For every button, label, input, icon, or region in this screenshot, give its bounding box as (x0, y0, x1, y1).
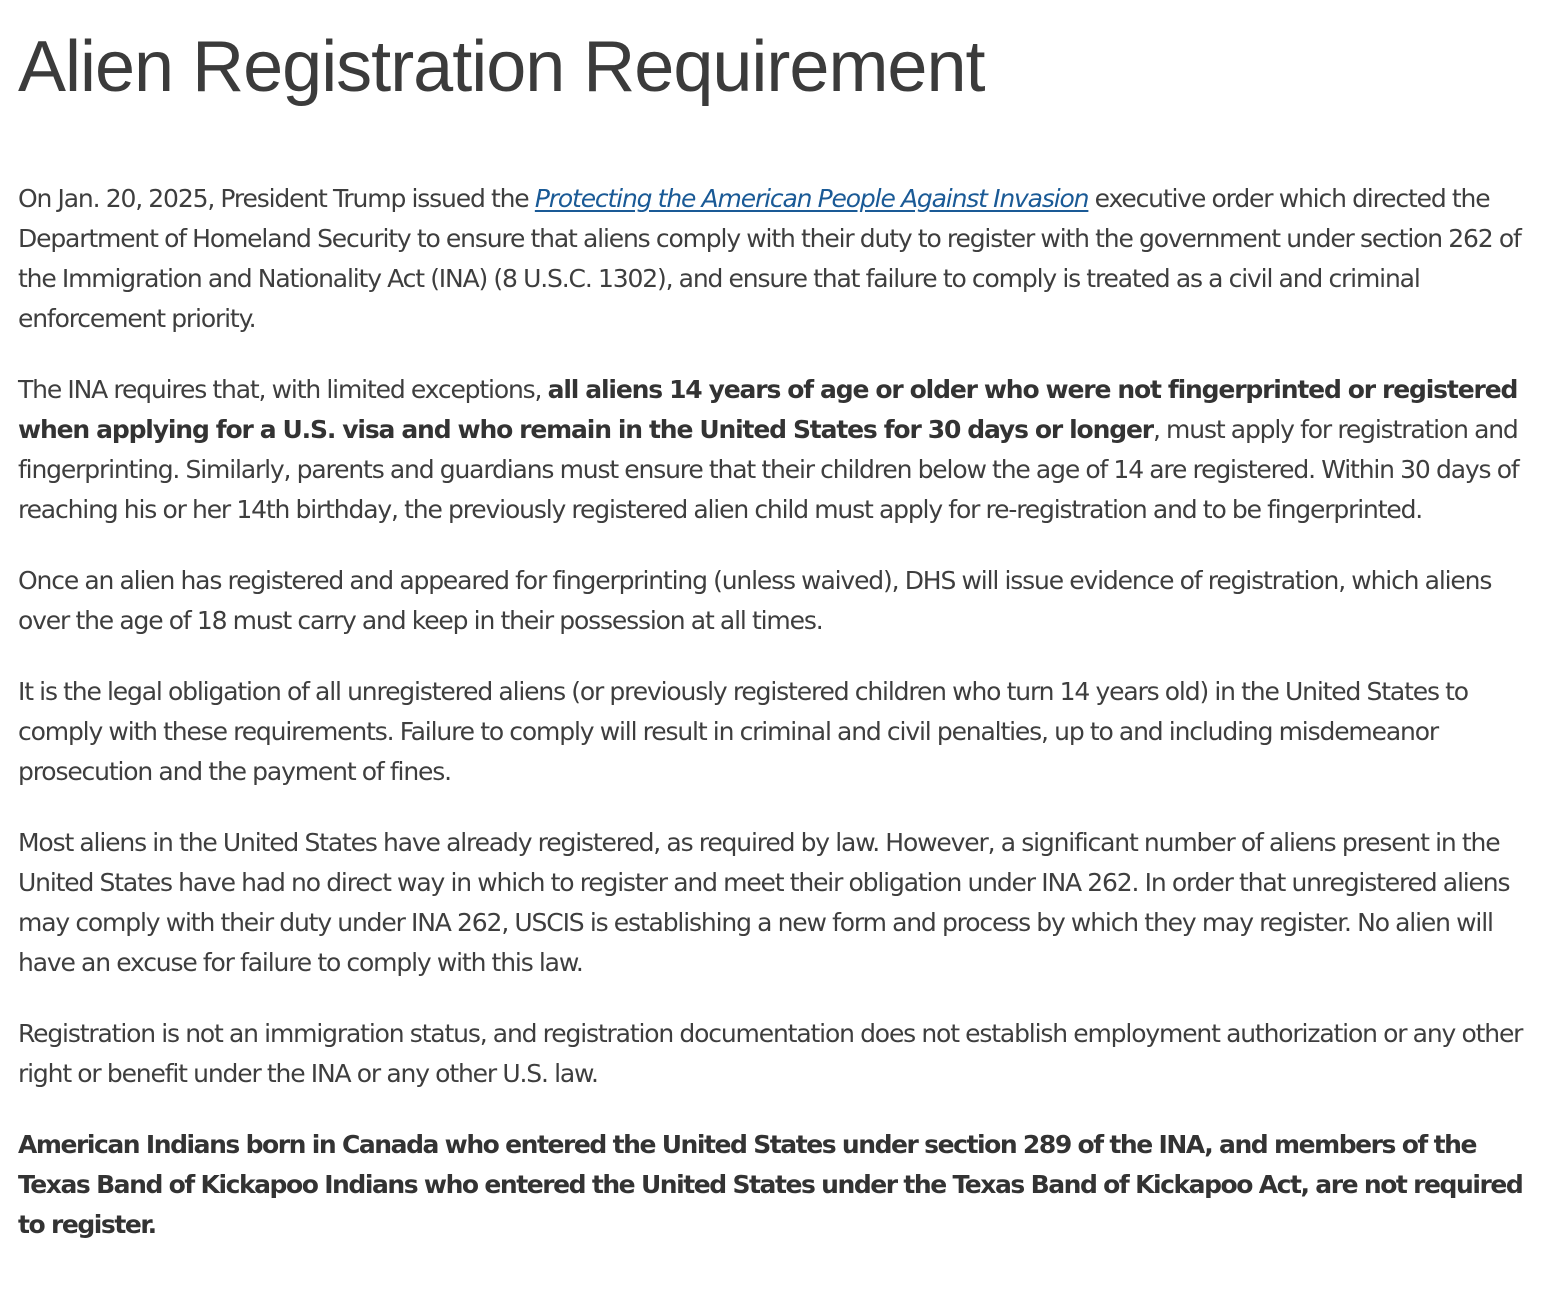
paragraph-not-immigration-status: Registration is not an immigration status, and registration documentation does not establish employment authorization or any other right or benefit under the INA or any other U.S. law. (18, 1019, 1523, 1088)
paragraph-text: On Jan. 20, 2025, President Trump issued the (18, 184, 535, 213)
paragraph-text: , must apply for registration and fingerprinting. Similarly, parents and guardians must ensure that their children below the age of 14 are registered. Within 30 days of reaching his or her 14th birthday, the previously registered alien child must apply for re-registration and to be fingerprinted. (18, 415, 1519, 524)
paragraph-legal-obligation: It is the legal obligation of all unregistered aliens (or previously registered children who turn 14 years old) in the United States to comply with these requirements. Failure to comply will result in criminal and civil penalties, up to and including misdemeanor prosecution and the payment of fines. (18, 677, 1468, 786)
article-body (18, 179, 1524, 1245)
bold-requirement-text: all aliens 14 years of age or older who were not fingerprinted or registered when applying for a U.S. visa and who remain in the United States for 30 days or longer (18, 375, 1518, 444)
paragraph-executive-order (18, 179, 1524, 339)
paragraph-exemptions: American Indians born in Canada who entered the United States under section 289 of the INA, and members of the Texas Band of Kickapoo Indians who entered the United States under the Texas Band of Kickapoo Act, are not required to register. (18, 1130, 1523, 1239)
paragraph-ina-requirements (18, 370, 1524, 530)
paragraph-text: executive order which directed the Department of Homeland Security to ensure that aliens comply with their duty to register with the government under section 262 of the Immigration and Nationality Act (INA) (8 U.S.C. 1302), and ensure that failure to comply is treated as a civil and criminal enforcement priority. (18, 184, 1521, 333)
paragraph-evidence-of-registration: Once an alien has registered and appeared for fingerprinting (unless waived), DHS will issue evidence of registration, which aliens over the age of 18 must carry and keep in their possession at all times. (18, 566, 1492, 635)
paragraph-new-form-process: Most aliens in the United States have already registered, as required by law. However, a significant number of aliens present in the United States have had no direct way in which to register and meet their obligation under INA 262. In order that unregistered aliens may comply with their duty under INA 262, USCIS is establishing a new form and process by which they may register. No alien will have an excuse for failure to comply with this law. (18, 828, 1510, 977)
page-title: Alien Registration Requirement (18, 27, 985, 107)
paragraph-text: The INA requires that, with limited exceptions, (18, 375, 548, 404)
executive-order-link[interactable]: Protecting the American People Against Invasion (534, 184, 1089, 213)
